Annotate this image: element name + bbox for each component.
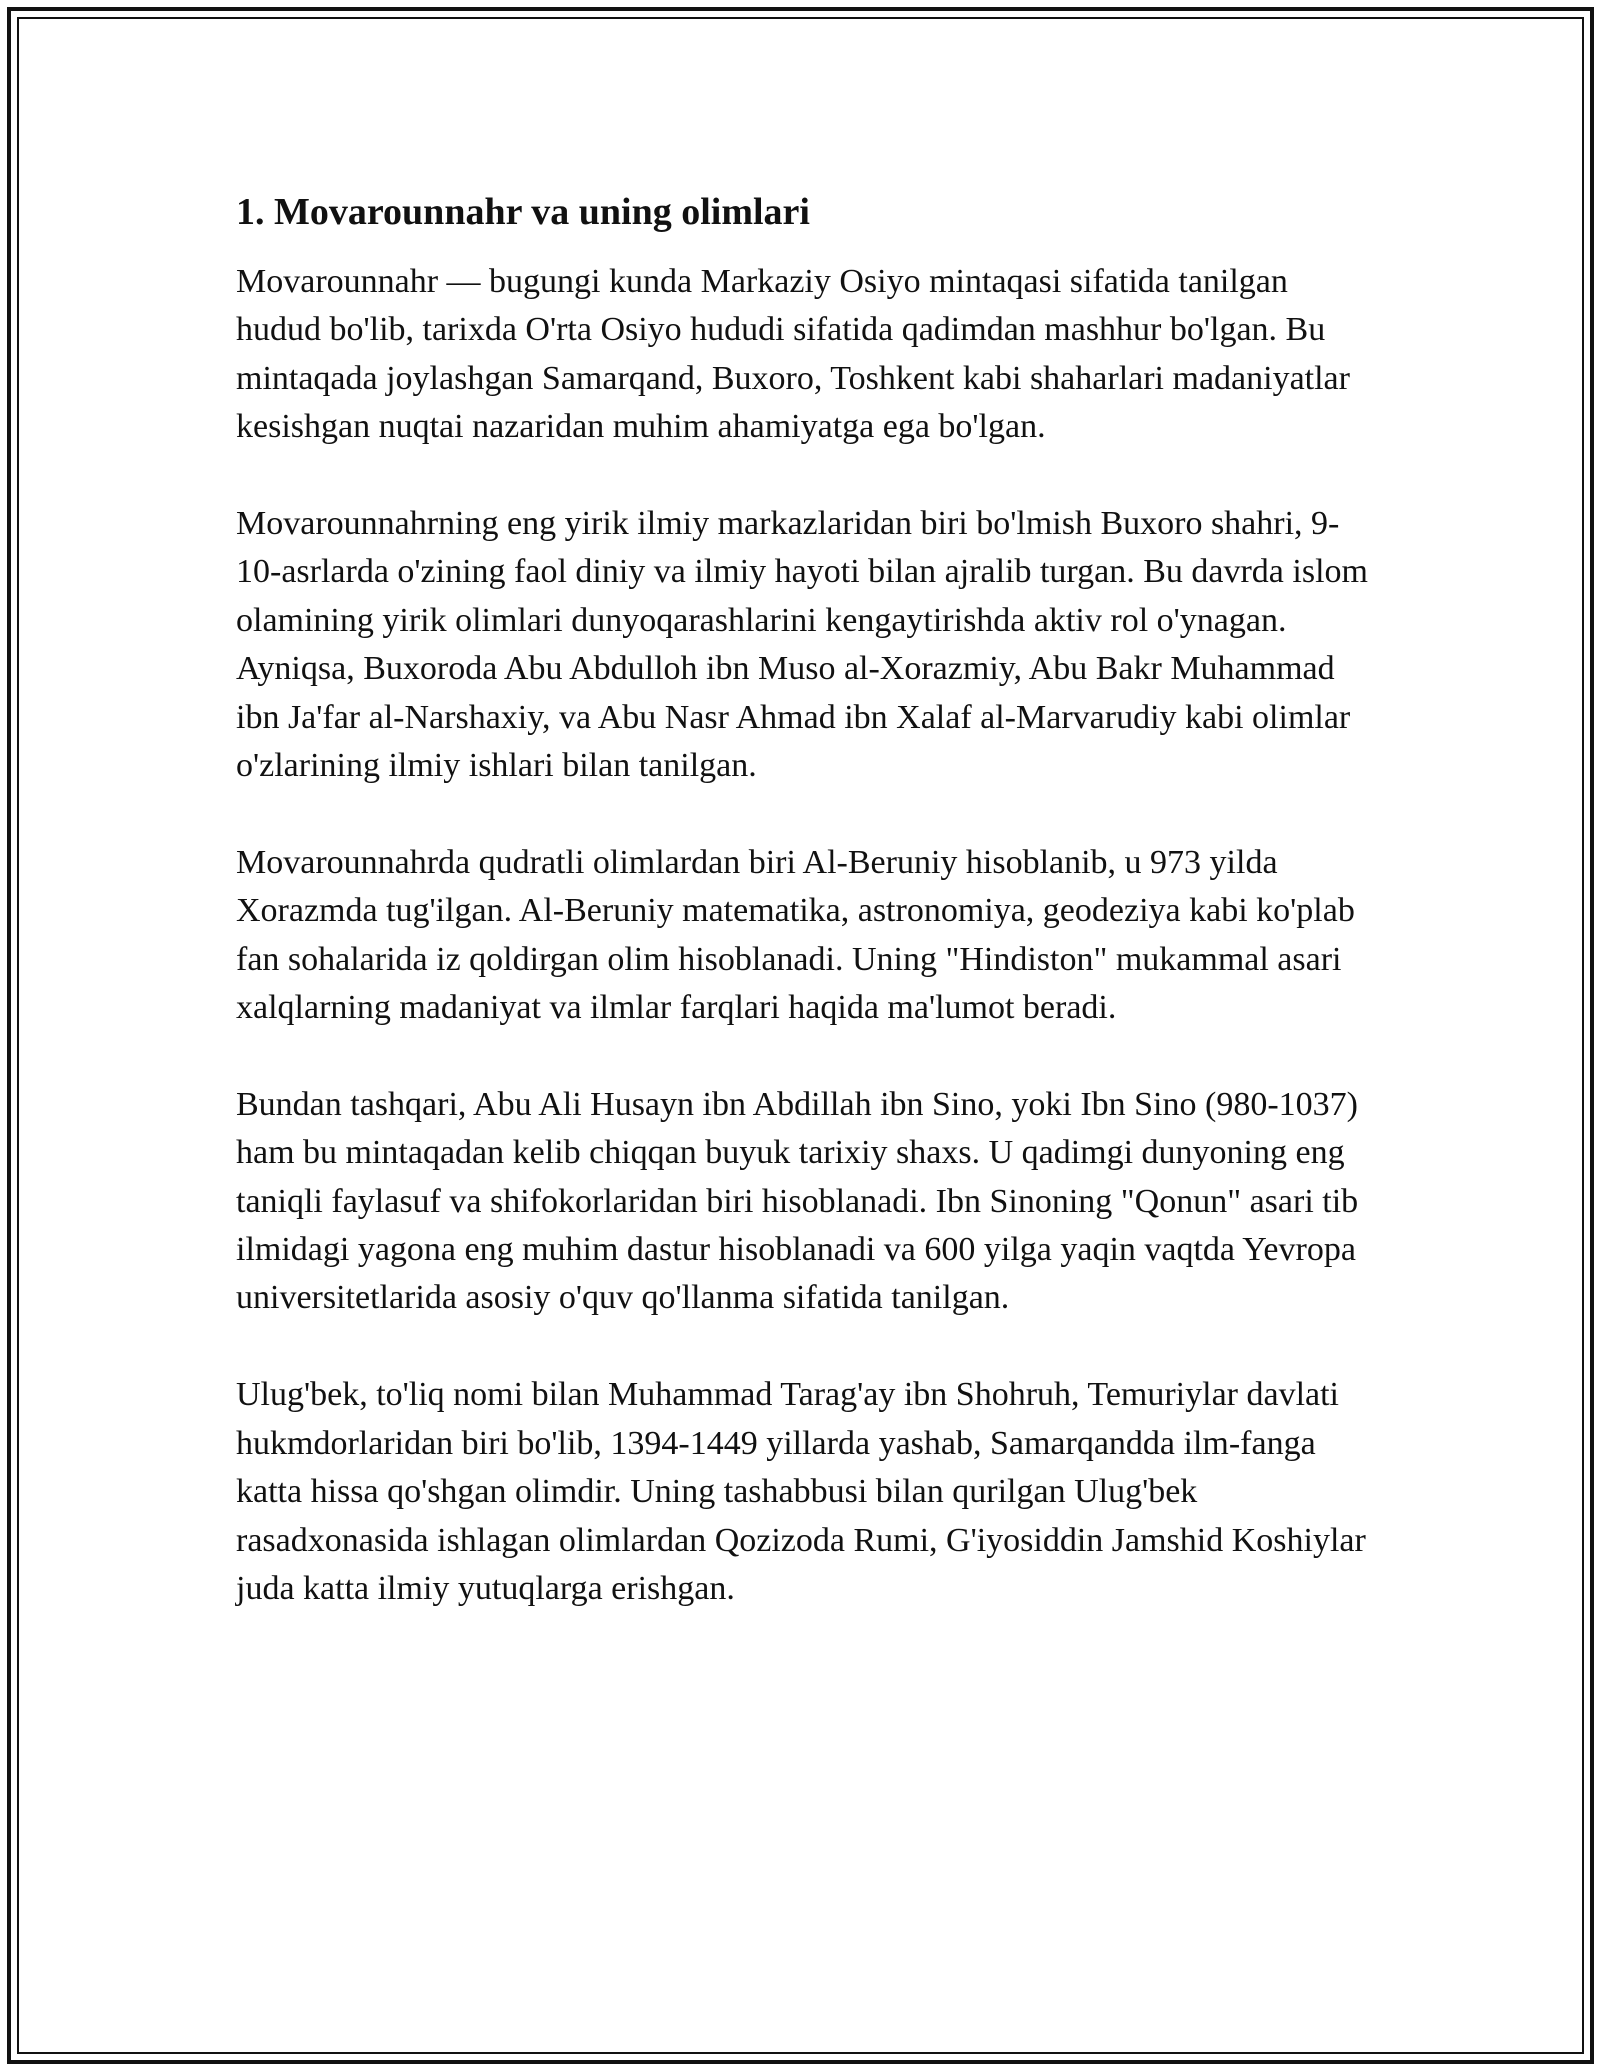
paragraph-movarounnahr-intro: Movarounnahr — bugungi kunda Markaziy Osiyo mintaqasi sifatida tanilgan hudud bo'lib, tarixda O'rta Osiyo hududi sifatida qadimdan mashhur bo'lgan. Bu mintaqada joylashgan Samarqand, Buxoro, Toshkent kabi shaharlari madaniyatlar kesishgan nuqtai nazaridan muhim ahamiyatga ega bo'lgan. (236, 263, 1350, 446)
paragraph-ibn-sino: Bundan tashqari, Abu Ali Husayn ibn Abdillah ibn Sino, yoki Ibn Sino (980-1037) ham bu mintaqadan kelib chiqqan buyuk tarixiy shaxs. U qadimgi dunyoning eng taniqli faylasuf va shifokorlaridan biri hisoblanadi. Ibn Sinoning "Qonun" asari tib ilmidagi yagona eng muhim dastur hisoblanadi va 600 yilga yaqin vaqtda Yevropa universitetlarida asosiy o'quv qo'llanma sifatida tanilgan. (236, 1085, 1359, 1317)
document-body (236, 186, 1376, 1662)
section-heading: 1. Movarounnahr va uning olimlari (236, 191, 810, 233)
paragraph-buxoro-scholars: Movarounnahrning eng yirik ilmiy markazlaridan biri bo'lmish Buxoro shahri, 9-10-asrlarda o'zining faol diniy va ilmiy hayoti bilan ajralib turgan. Bu davrda islom olamining yirik olimlari dunyoqarashlarini kengaytirishda aktiv rol o'ynagan. Ayniqsa, Buxoroda Abu Abdulloh ibn Muso al-Xorazmiy, Abu Bakr Muhammad ibn Ja'far al-Narshaxiy, va Abu Nasr Ahmad ibn Xalaf al-Marvarudiy kabi olimlar o'zlarining ilmiy ishlari bilan tanilgan. (236, 505, 1368, 785)
paragraph-al-beruniy: Movarounnahrda qudratli olimlardan biri Al-Beruniy hisoblanib, u 973 yilda Xorazmda tug'ilgan. Al-Beruniy matematika, astronomiya, geodeziya kabi ko'plab fan sohalarida iz qoldirgan olim hisoblanadi. Uning "Hindiston" mukammal asari xalqlarning madaniyat va ilmlar farqlari haqida ma'lumot beradi. (236, 843, 1355, 1027)
paragraph-ulugbek: Ulug'bek, to'liq nomi bilan Muhammad Tarag'ay ibn Shohruh, Temuriylar davlati hukmdorlaridan biri bo'lib, 1394-1449 yillarda yashab, Samarqandda ilm-fanga katta hissa qo'shgan olimdir. Uning tashabbusi bilan qurilgan Ulug'bek rasadxonasida ishlagan olimlardan Qozizoda Rumi, G'iyosiddin Jamshid Koshiylar juda katta ilmiy yutuqlarga erishgan. (236, 1376, 1366, 1607)
